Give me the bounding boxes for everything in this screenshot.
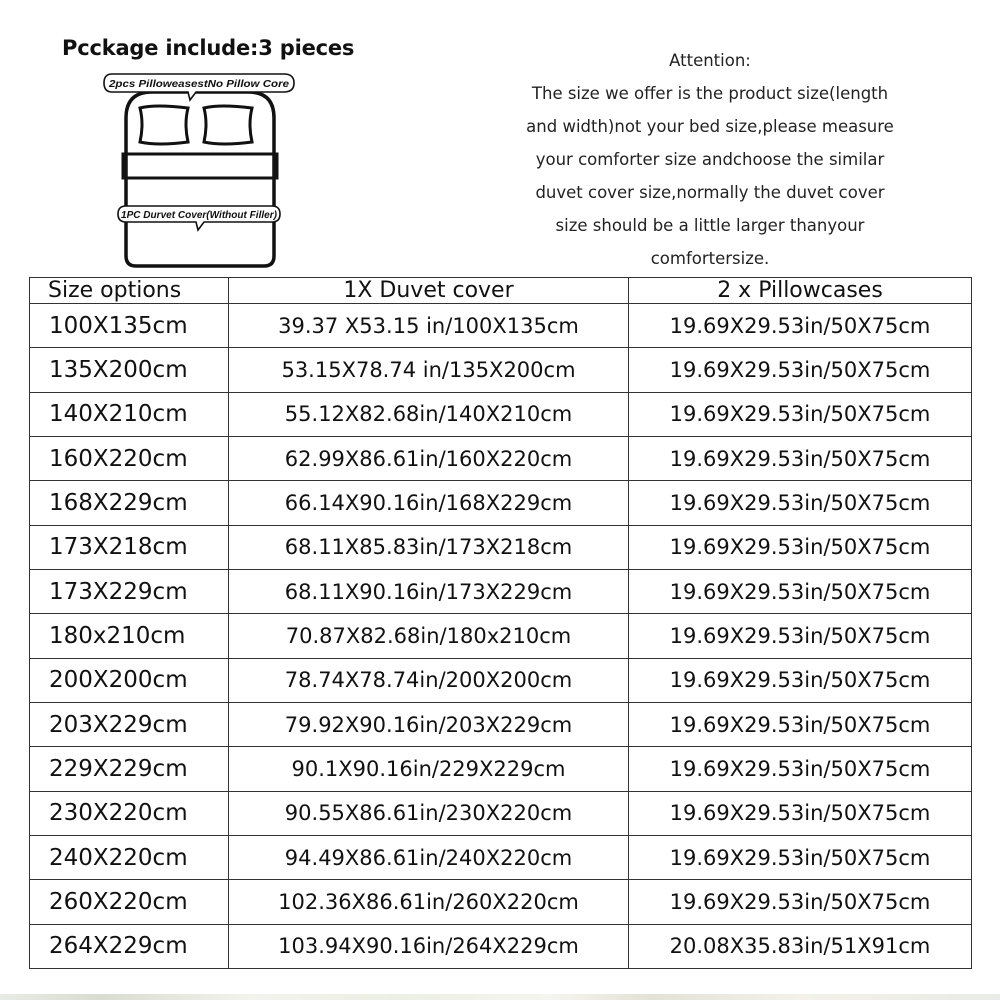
- attention-line: and width)not your bed size,please measure: [526, 117, 894, 136]
- pillow-icon: [140, 106, 188, 144]
- attention-line: The size we offer is the product size(length: [531, 84, 889, 103]
- pillowcase-size-cell: 19.69X29.53in/50X75cm: [629, 348, 972, 392]
- pillowcase-size-cell: 19.69X29.53in/50X75cm: [629, 481, 972, 525]
- pillowcase-size-cell: 19.69X29.53in/50X75cm: [629, 569, 972, 613]
- duvet-size-cell: 103.94X90.16in/264X229cm: [229, 924, 629, 968]
- size-option-cell: 168X229cm: [30, 481, 229, 525]
- header-duvet-cover: 1X Duvet cover: [229, 278, 629, 304]
- size-option-cell: 100X135cm: [30, 304, 229, 348]
- size-option-cell: 229X229cm: [30, 747, 229, 791]
- size-option-cell: 260X220cm: [30, 880, 229, 924]
- pillowcase-size-cell: 19.69X29.53in/50X75cm: [629, 304, 972, 348]
- duvet-size-cell: 90.1X90.16in/229X229cm: [229, 747, 629, 791]
- size-option-cell: 240X220cm: [30, 835, 229, 879]
- pillow-callout-text: 2pcs PilloweasestNo Pillow Core: [107, 79, 290, 90]
- table-row: [30, 835, 972, 879]
- size-option-cell: 160X220cm: [30, 436, 229, 480]
- table-row: [30, 569, 972, 613]
- table-row: [30, 304, 972, 348]
- size-option-cell: 230X220cm: [30, 791, 229, 835]
- pillowcase-size-cell: 19.69X29.53in/50X75cm: [629, 747, 972, 791]
- table-row: [30, 392, 972, 436]
- table-row: [30, 880, 972, 924]
- duvet-callout: [118, 206, 280, 230]
- size-option-cell: 264X229cm: [30, 924, 229, 968]
- size-option-cell: 140X210cm: [30, 392, 229, 436]
- attention-title: Attention:: [669, 51, 751, 70]
- duvet-size-cell: 62.99X86.61in/160X220cm: [229, 436, 629, 480]
- pillowcase-size-cell: 19.69X29.53in/50X75cm: [629, 658, 972, 702]
- table-row: [30, 702, 972, 746]
- size-table: [29, 277, 972, 969]
- attention-line: your comforter size andchoose the similar: [535, 150, 885, 169]
- pillowcase-size-cell: 19.69X29.53in/50X75cm: [629, 835, 972, 879]
- package-title: Pcckage include:3 pieces: [62, 36, 355, 60]
- duvet-size-cell: 68.11X85.83in/173X218cm: [229, 525, 629, 569]
- pillowcase-size-cell: 19.69X29.53in/50X75cm: [629, 436, 972, 480]
- pillowcase-size-cell: 19.69X29.53in/50X75cm: [629, 880, 972, 924]
- pillowcase-size-cell: 19.69X29.53in/50X75cm: [629, 614, 972, 658]
- duvet-size-cell: 55.12X82.68in/140X210cm: [229, 392, 629, 436]
- pillowcase-size-cell: 19.69X29.53in/50X75cm: [629, 525, 972, 569]
- size-option-cell: 173X218cm: [30, 525, 229, 569]
- table-row: [30, 747, 972, 791]
- duvet-size-cell: 90.55X86.61in/230X220cm: [229, 791, 629, 835]
- duvet-size-cell: 53.15X78.74 in/135X200cm: [229, 348, 629, 392]
- table-row: [30, 481, 972, 525]
- table-row: [30, 791, 972, 835]
- table-body: [30, 304, 972, 969]
- table-row: [30, 525, 972, 569]
- duvet-size-cell: 66.14X90.16in/168X229cm: [229, 481, 629, 525]
- bottom-image-strip: [0, 994, 1000, 1000]
- attention-line: comfortersize.: [650, 249, 770, 268]
- table-row: [30, 348, 972, 392]
- header-size-options: Size options: [30, 278, 229, 304]
- duvet-size-cell: 39.37 X53.15 in/100X135cm: [229, 304, 629, 348]
- pillowcase-size-cell: 19.69X29.53in/50X75cm: [629, 392, 972, 436]
- pillowcase-size-cell: 19.69X29.53in/50X75cm: [629, 791, 972, 835]
- attention-line: size should be a little larger thanyour: [555, 216, 865, 235]
- duvet-callout-text: 1PC Durvet Cover(Without Filler): [121, 210, 278, 221]
- pillow-icon: [204, 106, 252, 144]
- duvet-size-cell: 94.49X86.61in/240X220cm: [229, 835, 629, 879]
- bed-diagram: [100, 70, 300, 270]
- size-option-cell: 200X200cm: [30, 658, 229, 702]
- attention-line: duvet cover size,normally the duvet cover: [535, 183, 885, 202]
- header-pillowcases: 2 x Pillowcases: [629, 278, 972, 304]
- duvet-size-cell: 68.11X90.16in/173X229cm: [229, 569, 629, 613]
- duvet-size-cell: 102.36X86.61in/260X220cm: [229, 880, 629, 924]
- pillowcase-size-cell: 20.08X35.83in/51X91cm: [629, 924, 972, 968]
- size-option-cell: 173X229cm: [30, 569, 229, 613]
- table-header-row: [30, 278, 972, 304]
- pillowcase-size-cell: 19.69X29.53in/50X75cm: [629, 702, 972, 746]
- size-option-cell: 180x210cm: [30, 614, 229, 658]
- table-row: [30, 924, 972, 968]
- duvet-size-cell: 70.87X82.68in/180x210cm: [229, 614, 629, 658]
- table-row: [30, 614, 972, 658]
- duvet-size-cell: 79.92X90.16in/203X229cm: [229, 702, 629, 746]
- table-row: [30, 658, 972, 702]
- size-option-cell: 135X200cm: [30, 348, 229, 392]
- table-row: [30, 436, 972, 480]
- duvet-fold-icon: [123, 154, 277, 178]
- duvet-size-cell: 78.74X78.74in/200X200cm: [229, 658, 629, 702]
- size-option-cell: 203X229cm: [30, 702, 229, 746]
- attention-notice: [490, 44, 930, 275]
